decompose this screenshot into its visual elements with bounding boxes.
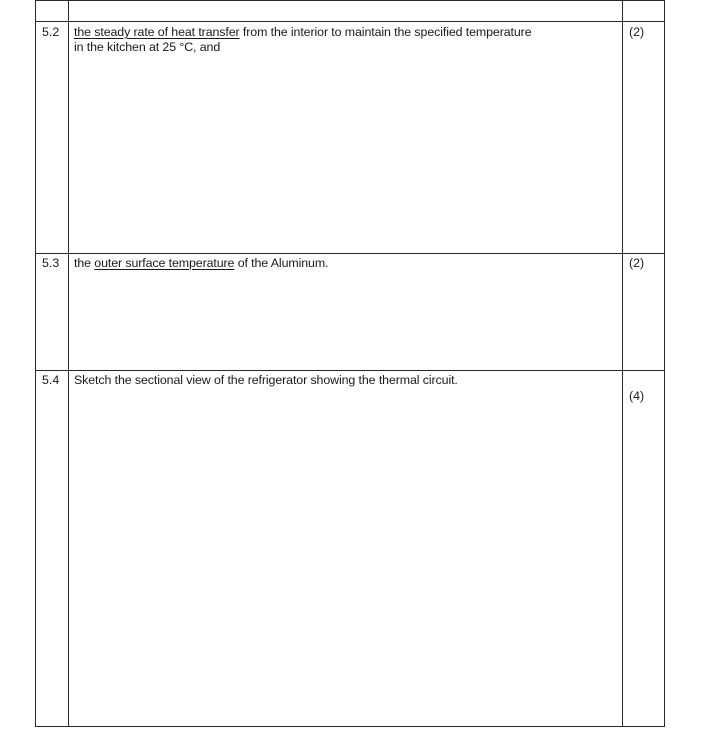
question-number-5-4: 5.4 <box>42 373 60 387</box>
question-number-5-2: 5.2 <box>42 25 60 39</box>
table-left-border <box>35 0 36 727</box>
question-5-2-line-1-rest: from the interior to maintain the specified temperature <box>239 25 532 39</box>
question-5-2-line-2: in the kitchen at 25 °C, and <box>74 40 221 54</box>
question-5-3-suffix: of the Aluminum. <box>234 256 329 270</box>
row-divider-5-3 <box>35 253 665 254</box>
answer-space-5-2[interactable] <box>69 56 621 252</box>
table-top-border <box>35 0 665 1</box>
question-5-2-key-phrase: the steady rate of heat transfer <box>74 25 240 39</box>
question-5-3-prefix: the <box>74 256 95 270</box>
question-5-3-key-phrase: outer surface temperature <box>94 256 235 270</box>
row-divider-5-4 <box>35 370 665 371</box>
marks-5-3: (2) <box>629 256 645 270</box>
question-number-5-3: 5.3 <box>42 256 60 270</box>
row-divider-header <box>35 21 665 22</box>
table-right-border <box>664 0 665 727</box>
question-5-2-line-1 <box>74 25 531 39</box>
marks-5-4: (4) <box>629 389 645 403</box>
marks-5-2: (2) <box>629 25 645 39</box>
table-bottom-border <box>35 726 665 727</box>
question-5-3-text <box>74 256 328 270</box>
answer-space-5-3[interactable] <box>69 272 621 369</box>
question-5-4-text: Sketch the sectional view of the refrigerator showing the thermal circuit. <box>74 373 458 387</box>
marks-column-divider <box>622 0 623 727</box>
answer-space-5-4[interactable] <box>69 389 621 725</box>
